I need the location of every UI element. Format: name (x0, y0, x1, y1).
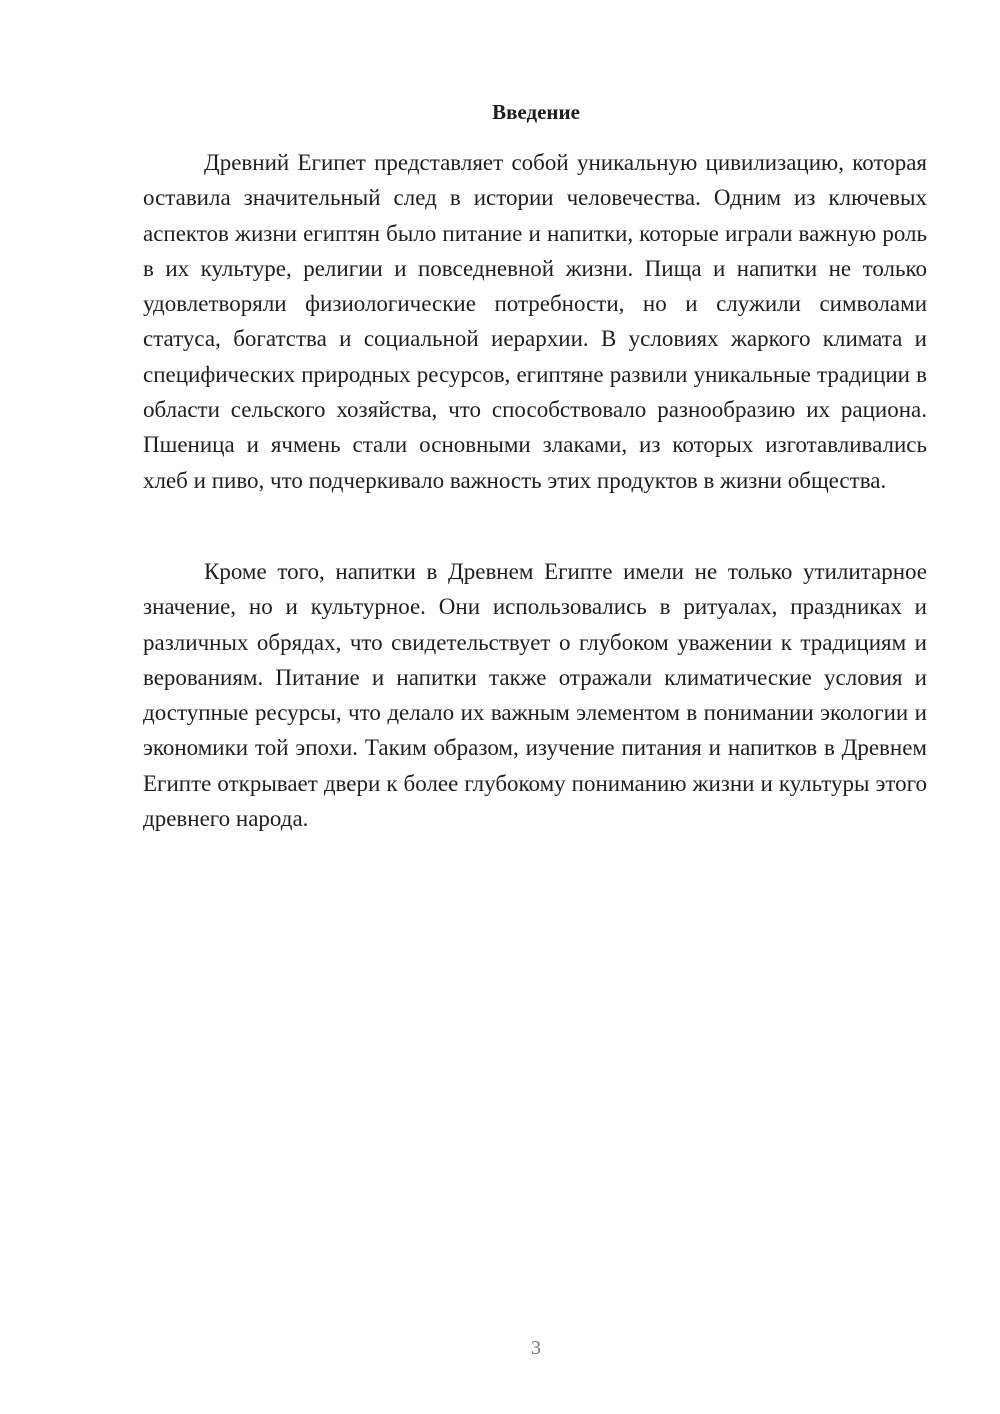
paragraph-1: Древний Египет представляет собой уникальную цивилизацию, которая оставила значительный след в истории человечества. Одним из ключевых аспектов жизни египтян было питание и напитки, которые играли важную роль в их культуре, религии и повседневной жизни. Пища и напитки не только удовлетворяли физиологические потребности, но и служили символами статуса, богатства и социальной иерархии. В условиях жаркого климата и специфических природных ресурсов, египтяне развили уникальные традиции в области сельского хозяйства, что способствовало разнообразию их рациона. Пшеница и ячмень стали основными злаками, из которых изготавливались хлеб и пиво, что подчеркивало важность этих продуктов в жизни общества. (143, 150, 927, 493)
paragraph-2: Кроме того, напитки в Древнем Египте имели не только утилитарное значение, но и культурное. Они использовались в ритуалах, праздниках и различных обрядах, что свидетельствует о глубоком уважении к традициям и верованиям. Питание и напитки также отражали климатические условия и доступные ресурсы, что делало их важным элементом в понимании экологии и экономики той эпохи. Таким образом, изучение питания и напитков в Древнем Египте открывает двери к более глубокому пониманию жизни и культуры этого древнего народа. (143, 559, 927, 832)
section-heading: Введение (492, 100, 580, 124)
page-number: 3 (531, 1337, 541, 1359)
